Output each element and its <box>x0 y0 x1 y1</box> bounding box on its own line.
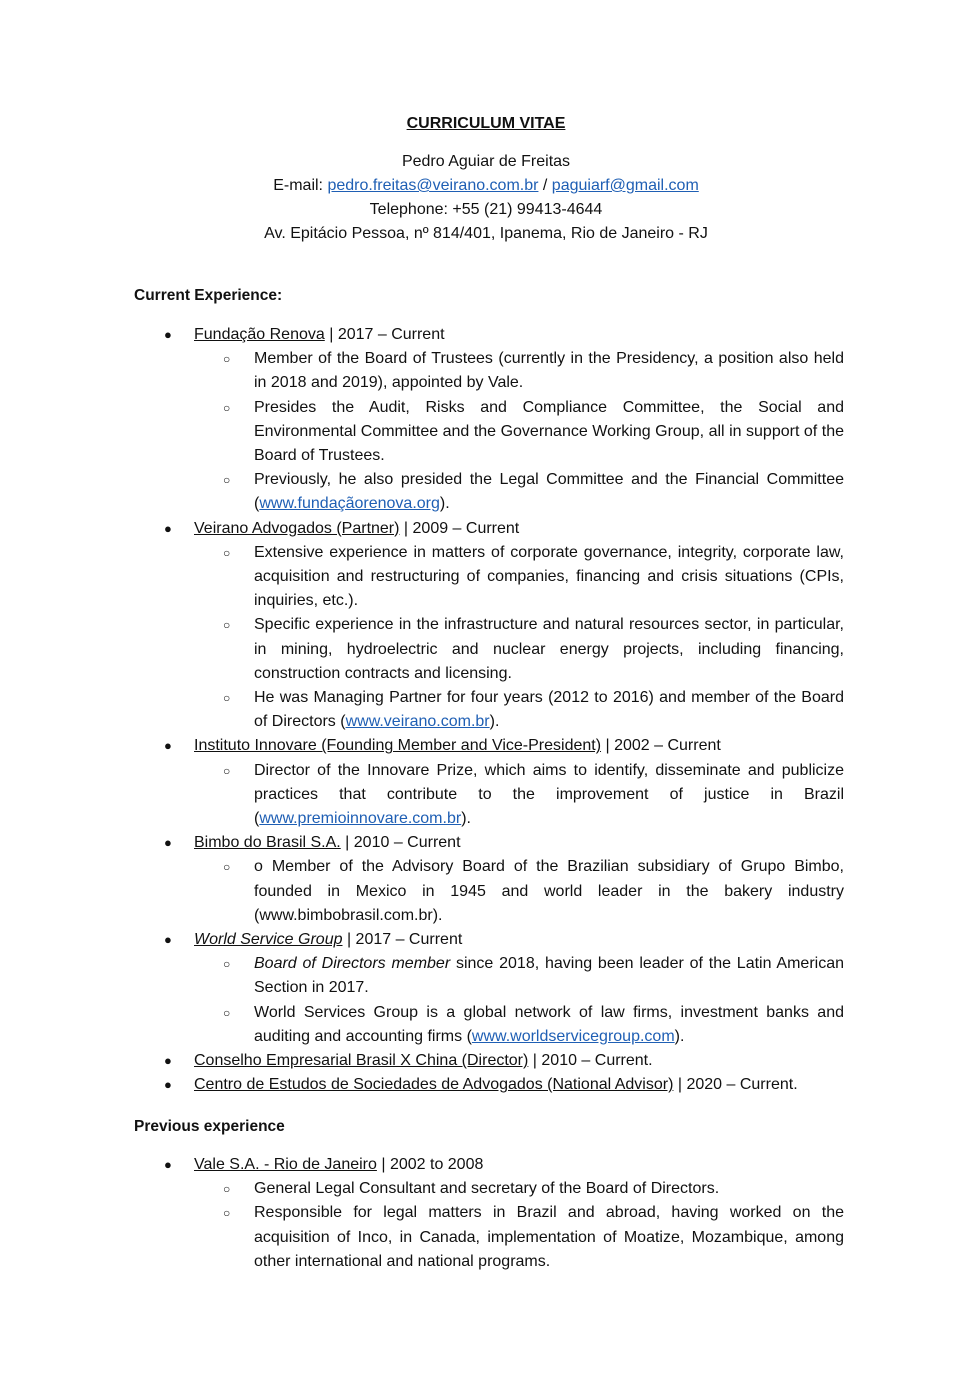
circle-bullet-icon: ○ <box>223 400 231 415</box>
job-organization: Centro de Estudos de Sociedades de Advogados (National Advisor) <box>194 1076 674 1094</box>
website-link[interactable]: www.premioinnovare.com.br <box>259 810 462 828</box>
person-name: Pedro Aguiar de Freitas <box>401 153 571 170</box>
bullet-icon: ● <box>164 1157 172 1172</box>
detail-item <box>134 952 844 1000</box>
job-period: | 2010 – Current <box>340 834 461 852</box>
job-period: | 2010 – Current. <box>528 1052 653 1070</box>
bullet-icon: ● <box>164 835 172 851</box>
detail-text: Specific experience in the infrastructure and natural resources sector, in particular, in mining, hydroelectric and nuclear energy projects, including financing, construction contracts and licensing. <box>254 616 844 682</box>
detail-text: Extensive experience in matters of corporate governance, integrity, corporate law, acquisition and restructuring of companies, financing and crisis situations (CPIs, inquiries, etc.). <box>254 543 844 610</box>
job-organization: Veirano Advogados (Partner) <box>194 519 400 537</box>
current-experience-list <box>134 323 844 1098</box>
job-details <box>134 1177 844 1274</box>
email-link-personal[interactable]: paguiarf@gmail.com <box>551 177 699 194</box>
previous-experience-title: Previous experience <box>134 1118 285 1135</box>
circle-bullet-icon: ○ <box>223 1005 231 1020</box>
job-entry <box>134 1049 844 1073</box>
circle-bullet-icon: ○ <box>223 545 231 560</box>
bullet-icon: ● <box>164 738 172 754</box>
website-link[interactable]: www.worldservicegroup.com <box>471 1027 675 1045</box>
detail-item <box>134 613 844 686</box>
job-details <box>134 347 844 516</box>
detail-item <box>134 1001 844 1049</box>
job-entry <box>134 831 844 855</box>
job-organization: Fundação Renova <box>194 326 325 343</box>
circle-bullet-icon: ○ <box>223 763 231 778</box>
job-details <box>134 759 844 832</box>
job-organization: Bimbo do Brasil S.A. <box>194 834 341 852</box>
detail-item <box>134 686 844 734</box>
detail-text-end: ). <box>674 1027 685 1045</box>
circle-bullet-icon: ○ <box>223 691 231 706</box>
job-organization: Instituto Innovare (Founding Member and Vice-President) <box>194 737 602 755</box>
detail-item <box>134 759 844 832</box>
job-period: | 2009 – Current <box>399 519 520 537</box>
job-period: | 2002 – Current <box>601 737 721 755</box>
circle-bullet-icon: ○ <box>223 860 231 875</box>
address: Av. Epitácio Pessoa, nº 814/401, Ipanema, Rio de Janeiro - RJ <box>264 225 708 242</box>
bullet-icon: ● <box>164 520 172 536</box>
job-entry <box>134 928 844 952</box>
job-details <box>134 855 844 928</box>
detail-item <box>134 541 844 614</box>
detail-text: since 2018, having been leader of the Latin American Section in 2017. <box>254 955 845 997</box>
detail-item <box>134 1201 844 1274</box>
detail-text: Responsible for legal matters in Brazil and abroad, having worked on the acquisition of Inco, in Canada, implementation of Moatize, Mozambique, among other international and national programs. <box>254 1204 844 1270</box>
job-period: | 2002 to 2008 <box>376 1156 484 1173</box>
previous-experience-list <box>134 1153 844 1274</box>
email-line <box>0 174 972 198</box>
detail-text: Previously, he also presided the Legal Committee and the Financial Committee ( <box>254 471 844 513</box>
cv-header <box>0 112 972 246</box>
email-label: E-mail: <box>273 177 328 194</box>
website-link[interactable]: www.fundaçãorenova.org <box>259 495 440 513</box>
detail-text: General Legal Consultant and secretary of the Board of Directors. <box>254 1180 720 1198</box>
detail-item <box>134 855 844 928</box>
detail-item <box>134 1177 844 1201</box>
job-details <box>134 541 844 735</box>
detail-text: Director of the Innovare Prize, which aims to identify, disseminate and publicize practices that contribute to the improvement of justice in Brazil ( <box>254 761 844 828</box>
job-period: | 2017 – Current <box>324 326 445 343</box>
detail-text: He was Managing Partner for four years (2012 to 2016) and member of the Board of Directors ( <box>254 689 844 731</box>
detail-text-end: ). <box>439 495 450 513</box>
detail-text: o Member of the Advisory Board of the Brazilian subsidiary of Grupo Bimbo, founded in Mexico in 1945 and world leader in the bakery industry (www.bimbobrasil.com.br). <box>254 858 844 924</box>
email-link-work[interactable]: pedro.freitas@veirano.com.br <box>327 177 539 194</box>
circle-bullet-icon: ○ <box>223 1182 231 1197</box>
circle-bullet-icon: ○ <box>223 1206 231 1221</box>
current-experience-title: Current Experience: <box>134 287 283 304</box>
detail-text: Member of the Board of Trustees (currently in the Presidency, a position also held in 2018 and 2019), appointed by Vale. <box>254 350 844 392</box>
document-title: CURRICULUM VITAE <box>406 115 566 132</box>
job-entry <box>134 734 844 758</box>
job-organization: Conselho Empresarial Brasil X China (Director) <box>194 1052 529 1070</box>
job-entry <box>134 517 844 541</box>
job-organization: Vale S.A. - Rio de Janeiro <box>194 1156 377 1173</box>
bullet-icon: ● <box>164 1077 172 1093</box>
job-entry <box>134 1153 844 1177</box>
job-period: | 2017 – Current <box>342 931 463 949</box>
detail-item <box>134 347 844 395</box>
circle-bullet-icon: ○ <box>223 957 231 972</box>
bullet-icon: ● <box>164 932 172 948</box>
telephone: Telephone: +55 (21) 99413-4644 <box>369 201 603 218</box>
bullet-icon: ● <box>164 1053 172 1069</box>
bullet-icon: ● <box>164 327 172 342</box>
job-entry <box>134 1073 844 1097</box>
detail-text: Presides the Audit, Risks and Compliance Committee, the Social and Environmental Committee and the Governance Working Group, all in support of the Board of Trustees. <box>254 398 844 465</box>
detail-text-end: ). <box>489 713 500 731</box>
detail-item <box>134 396 844 469</box>
circle-bullet-icon: ○ <box>223 473 231 488</box>
detail-item <box>134 468 844 516</box>
circle-bullet-icon: ○ <box>223 618 231 633</box>
website-link[interactable]: www.veirano.com.br <box>345 713 490 731</box>
detail-emphasis: Board of Directors member <box>254 955 451 973</box>
job-details <box>134 952 844 1049</box>
detail-text: World Services Group is a global network of law firms, investment banks and auditing and accounting firms ( <box>254 1003 844 1045</box>
email-separator: / <box>538 177 552 194</box>
detail-text-end: ). <box>461 810 471 828</box>
job-organization: World Service Group <box>194 931 343 949</box>
circle-bullet-icon: ○ <box>223 352 231 367</box>
job-entry <box>134 323 844 347</box>
job-period: | 2020 – Current. <box>673 1076 798 1094</box>
